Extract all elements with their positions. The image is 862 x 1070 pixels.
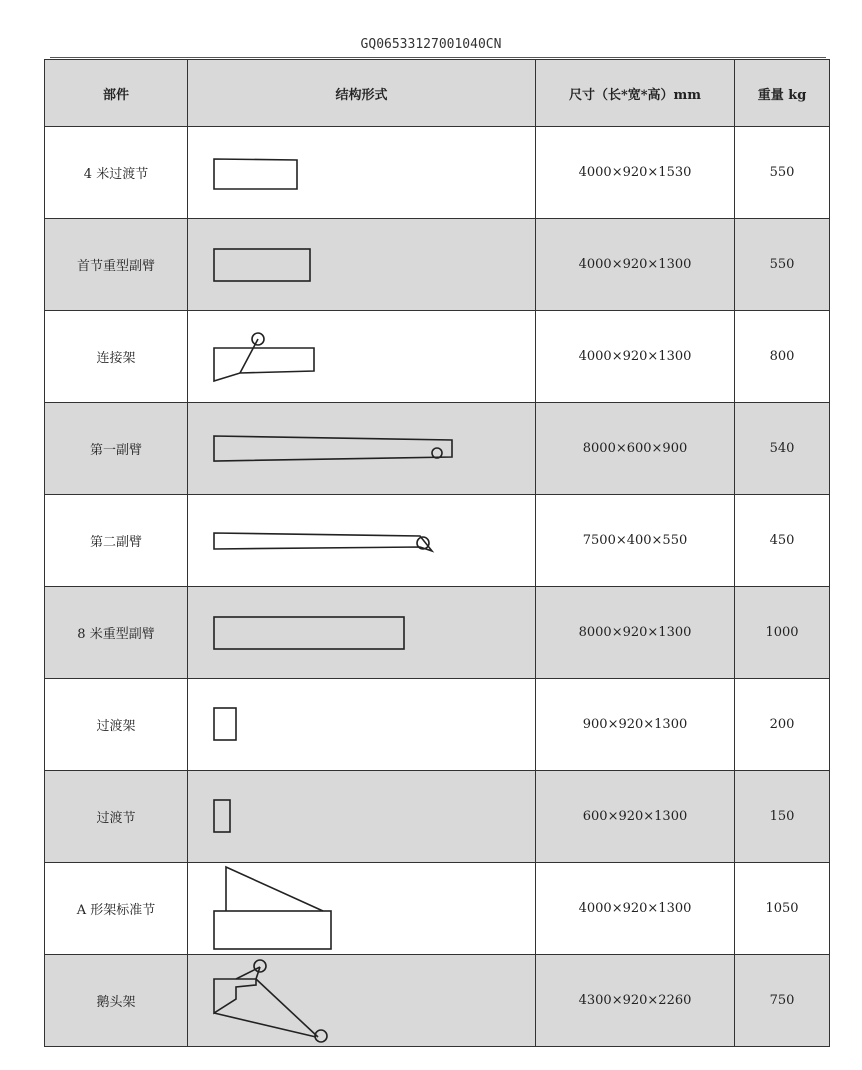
- weight-value: 750: [735, 955, 830, 1047]
- tapered-arm-icon: [188, 403, 534, 494]
- table-row: [45, 219, 830, 311]
- table-row: [45, 863, 830, 955]
- size-value: 7500×400×550: [536, 495, 735, 587]
- size-value: 8000×600×900: [536, 403, 735, 495]
- small-rectangle-icon: [188, 679, 534, 770]
- table-row: [45, 679, 830, 771]
- tapered-arm-thin-icon: [188, 495, 534, 586]
- size-value: 4300×920×2260: [536, 955, 735, 1047]
- connecting-frame-icon: [188, 311, 534, 402]
- weight-value: 800: [735, 311, 830, 403]
- table-row: [45, 311, 830, 403]
- table-row: [45, 955, 830, 1047]
- part-name: 第一副臂: [45, 403, 188, 495]
- size-value: 900×920×1300: [536, 679, 735, 771]
- size-value: 600×920×1300: [536, 771, 735, 863]
- part-name: 过渡节: [45, 771, 188, 863]
- part-name: A 形架标准节: [45, 863, 188, 955]
- table-row: [45, 771, 830, 863]
- weight-value: 200: [735, 679, 830, 771]
- weight-value: 150: [735, 771, 830, 863]
- header-weight: 重量 kg: [735, 60, 830, 127]
- weight-value: 540: [735, 403, 830, 495]
- weight-value: 550: [735, 219, 830, 311]
- part-name: 鹅头架: [45, 955, 188, 1047]
- size-value: 4000×920×1300: [536, 311, 735, 403]
- part-name: 第二副臂: [45, 495, 188, 587]
- part-name: 8 米重型副臂: [45, 587, 188, 679]
- part-name: 4 米过渡节: [45, 127, 188, 219]
- size-value: 4000×920×1300: [536, 219, 735, 311]
- weight-value: 450: [735, 495, 830, 587]
- table-header-row: [45, 60, 830, 127]
- goose-head-frame-icon: [188, 955, 534, 1046]
- header-size: 尺寸（长*宽*高）mm: [536, 60, 735, 127]
- size-value: 8000×920×1300: [536, 587, 735, 679]
- weight-value: 1000: [735, 587, 830, 679]
- table-row: [45, 495, 830, 587]
- size-value: 4000×920×1300: [536, 863, 735, 955]
- long-rectangle-icon: [188, 587, 534, 678]
- header-part: 部件: [45, 60, 188, 127]
- rectangle-icon: [188, 219, 534, 310]
- part-name: 过渡架: [45, 679, 188, 771]
- part-name: 连接架: [45, 311, 188, 403]
- trapezoid-short-icon: [188, 127, 534, 218]
- table-row: [45, 587, 830, 679]
- size-value: 4000×920×1530: [536, 127, 735, 219]
- weight-value: 550: [735, 127, 830, 219]
- table-row: [45, 403, 830, 495]
- table-row: [45, 127, 830, 219]
- header-structure: 结构形式: [188, 60, 536, 127]
- weight-value: 1050: [735, 863, 830, 955]
- component-table: [44, 59, 830, 1047]
- document-id: GQ06533127001040CN: [360, 37, 502, 52]
- tiny-rectangle-icon: [188, 771, 534, 862]
- part-name: 首节重型副臂: [45, 219, 188, 311]
- a-frame-icon: [188, 863, 534, 954]
- header-rule: [50, 57, 826, 58]
